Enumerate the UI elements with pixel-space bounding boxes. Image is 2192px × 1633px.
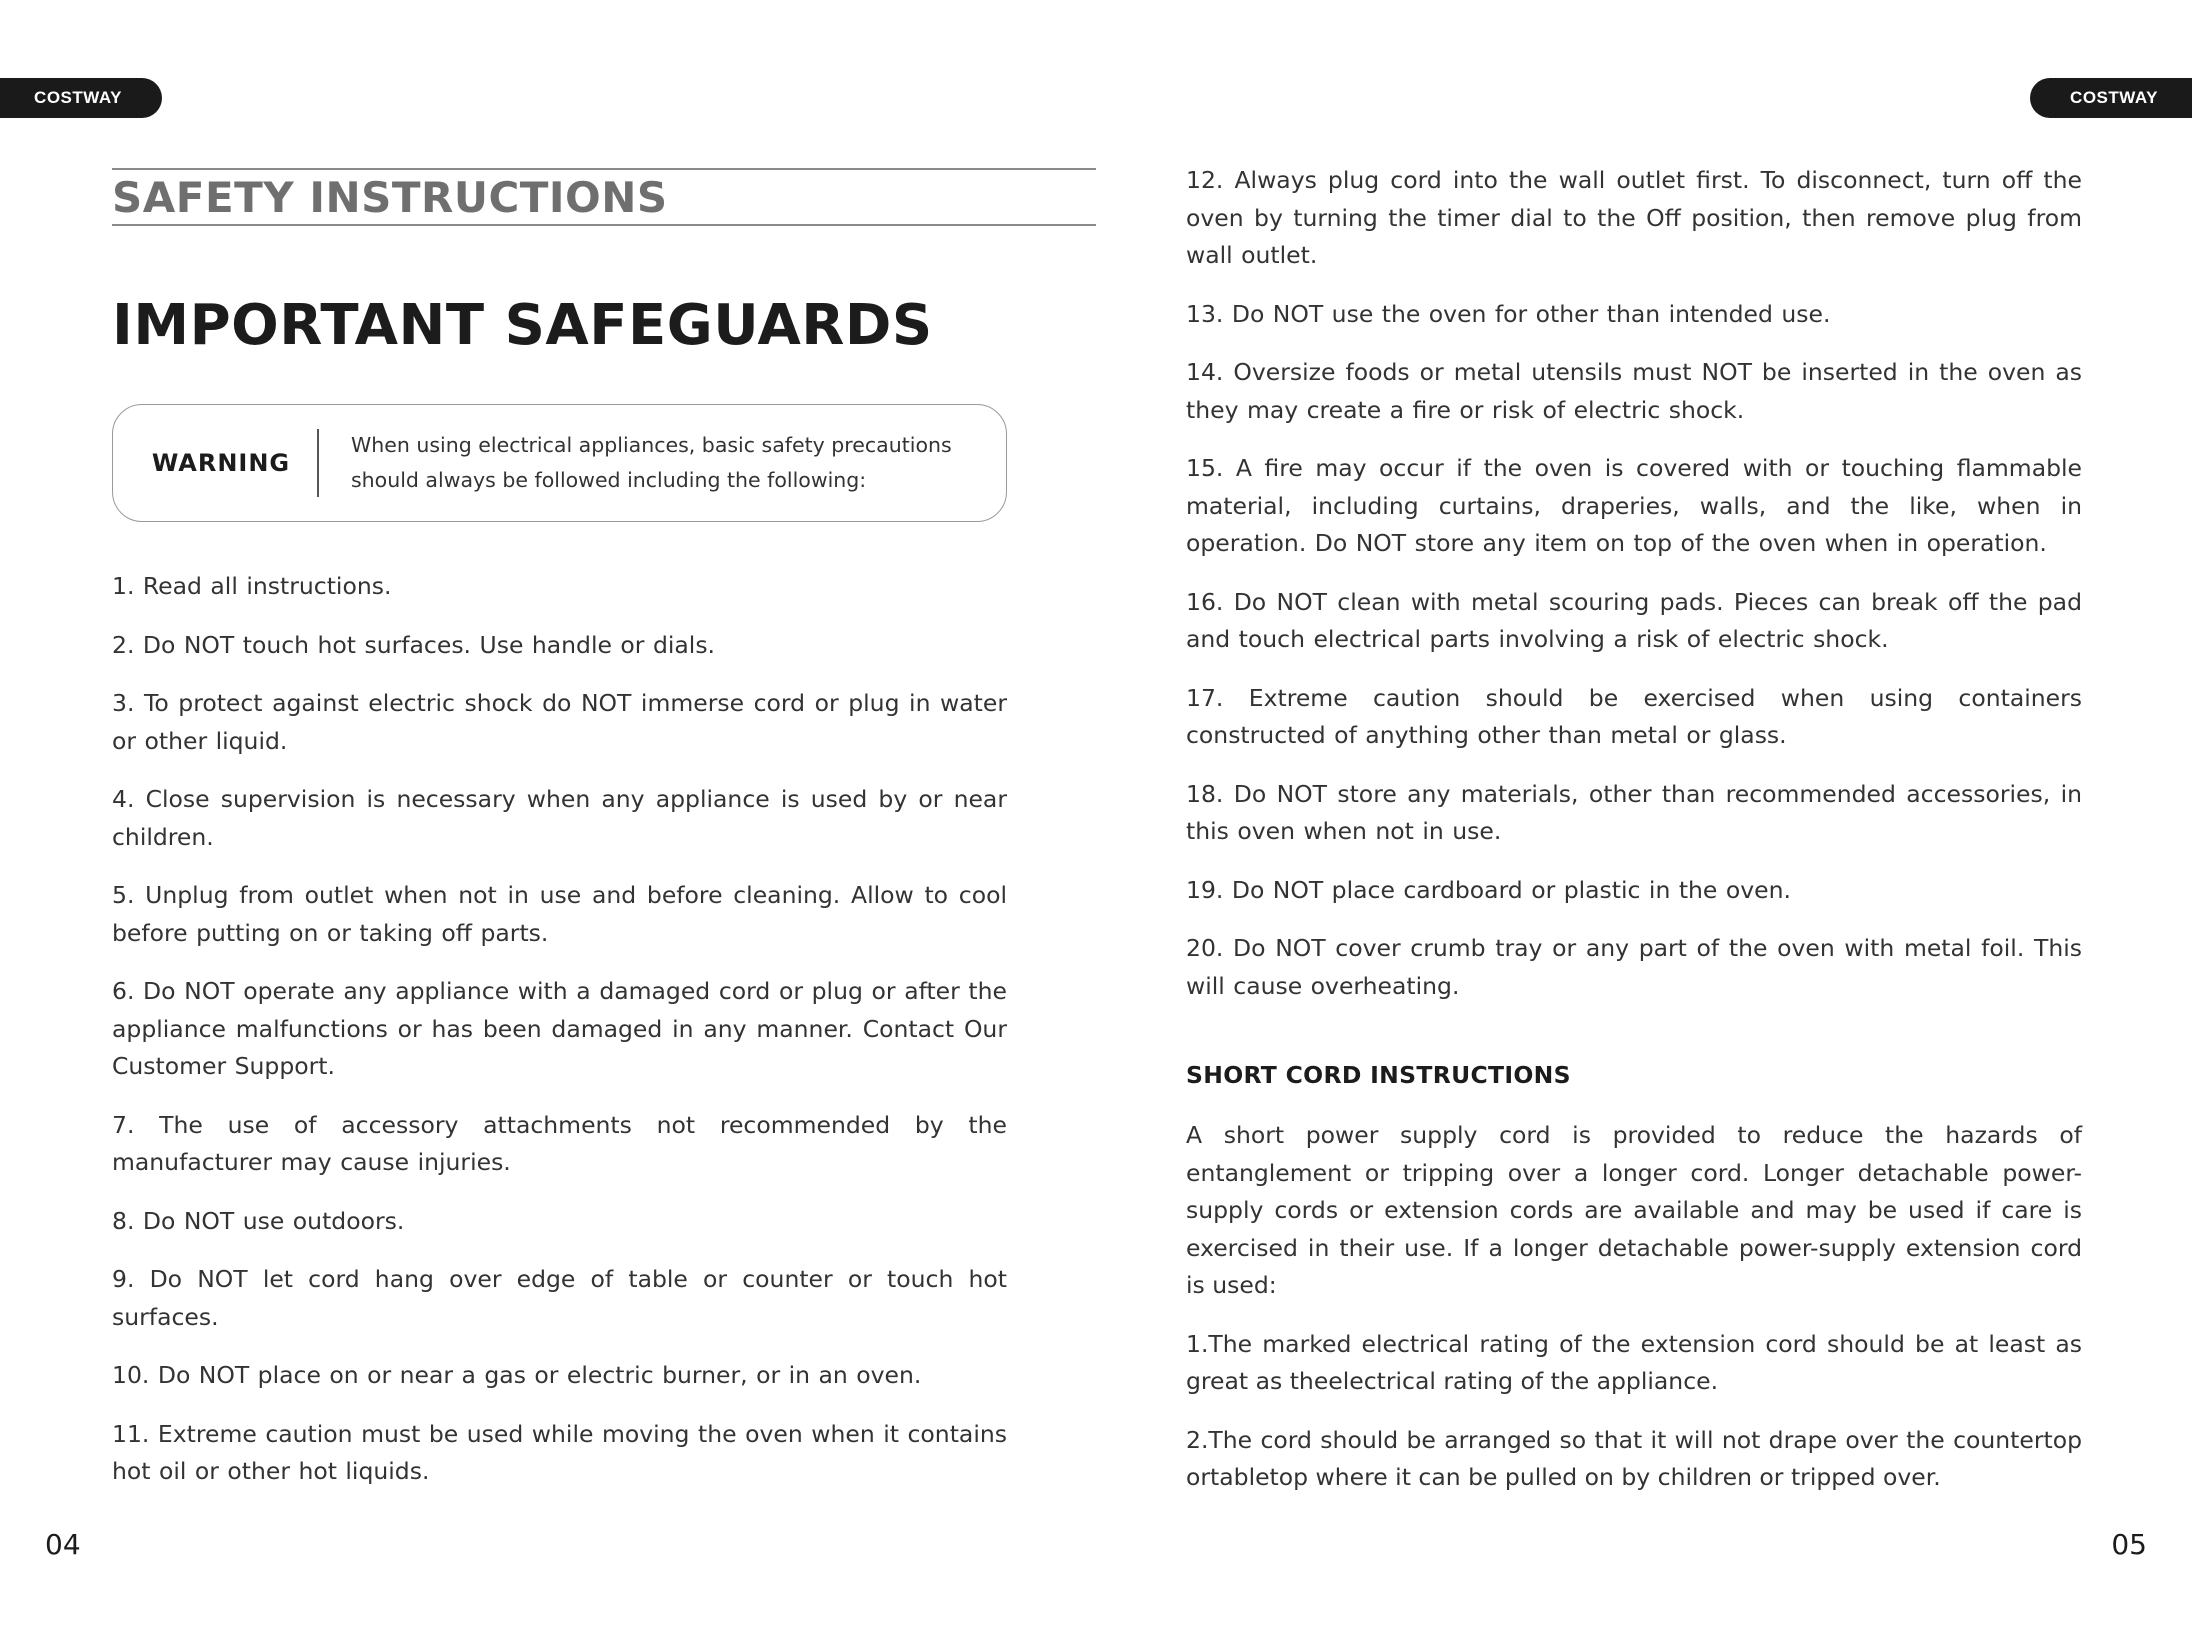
list-item: 10. Do NOT place on or near a gas or electric burner, or in an oven. [112, 1361, 922, 1389]
warning-line-2: should always be followed including the following: [351, 468, 867, 492]
page-number-right: 05 [2111, 1528, 2147, 1561]
safeguard-list-continued [1186, 162, 2082, 1005]
list-item: 11. Extreme caution must be used while moving the oven when it contains hot oil or other hot liquids. [112, 1419, 1007, 1485]
list-item: 12. Always plug cord into the wall outlet first. To disconnect, turn off the oven by turning the timer dial to the Off position, then remove plug from wall outlet. [1186, 166, 2082, 269]
list-item: 15. A fire may occur if the oven is covered with or touching flammable material, including curtains, draperies, walls, and the like, when in operation. Do NOT store any item on top of the oven when in operation. [1186, 454, 2082, 557]
list-item: 14. Oversize foods or metal utensils must NOT be inserted in the oven as they may create a fire or risk of electric shock. [1186, 358, 2082, 424]
list-item: 16. Do NOT clean with metal scouring pads. Pieces can break off the pad and touch electrical parts involving a risk of electric shock. [1186, 587, 2082, 653]
section-title-bar [112, 168, 1096, 226]
page-number-left: 04 [45, 1528, 81, 1561]
left-page [112, 168, 1112, 1485]
list-item: 18. Do NOT store any materials, other than recommended accessories, in this oven when not in use. [1186, 779, 2082, 845]
warning-label: WARNING [151, 449, 291, 477]
brand-logo-left: COSTWAY [0, 78, 162, 118]
list-item: 3. To protect against electric shock do NOT immerse cord or plug in water or other liquid. [112, 689, 1007, 755]
short-cord-point: 1.The marked electrical rating of the extension cord should be at least as great as theelectrical rating of the appliance. [1186, 1329, 2082, 1395]
list-item: 7. The use of accessory attachments not recommended by the manufacturer may cause injuries. [112, 1110, 1007, 1176]
right-page [1186, 162, 2082, 1518]
list-item: 8. Do NOT use outdoors. [112, 1206, 405, 1235]
list-item: 19. Do NOT place cardboard or plastic in the oven. [1186, 875, 1791, 904]
list-item: 5. Unplug from outlet when not in use and before cleaning. Allow to cool before putting on or taking off parts. [112, 881, 1007, 947]
short-cord-intro: A short power supply cord is provided to reduce the hazards of entanglement or tripping over a longer cord. Longer detachable power-supply cords or extension cords are available and may be used if care is exercised in their use. If a longer detachable power-supply extension cord is used: [1186, 1121, 2082, 1299]
section-title: SAFETY INSTRUCTIONS [112, 172, 668, 222]
warning-text [319, 428, 991, 498]
list-item: 9. Do NOT let cord hang over edge of table or counter or touch hot surfaces. [112, 1265, 1007, 1331]
list-item: 20. Do NOT cover crumb tray or any part of the oven with metal foil. This will cause overheating. [1186, 934, 2082, 1000]
short-cord-point: 2.The cord should be arranged so that it will not drape over the countertop ortabletop where it can be pulled on by children or tripped over. [1186, 1425, 2082, 1491]
page-title: IMPORTANT SAFEGUARDS [112, 293, 933, 358]
list-item: 17. Extreme caution should be exercised when using containers constructed of anything other than metal or glass. [1186, 683, 2082, 749]
safeguard-list [112, 568, 1007, 1512]
list-item: 6. Do NOT operate any appliance with a damaged cord or plug or after the appliance malfunctions or has been damaged in any manner. Contact Our Customer Support. [112, 977, 1007, 1080]
list-item: 4. Close supervision is necessary when any appliance is used by or near children. [112, 785, 1007, 851]
list-item: 1. Read all instructions. [112, 572, 392, 600]
warning-box [112, 404, 1007, 522]
list-item: 2. Do NOT touch hot surfaces. Use handle or dials. [112, 630, 716, 659]
short-cord-heading: SHORT CORD INSTRUCTIONS [1186, 1061, 1571, 1089]
list-item: 13. Do NOT use the oven for other than intended use. [1186, 299, 1831, 328]
warning-line-1: When using electrical appliances, basic safety precautions [351, 433, 952, 457]
brand-logo-right: COSTWAY [2030, 78, 2192, 118]
